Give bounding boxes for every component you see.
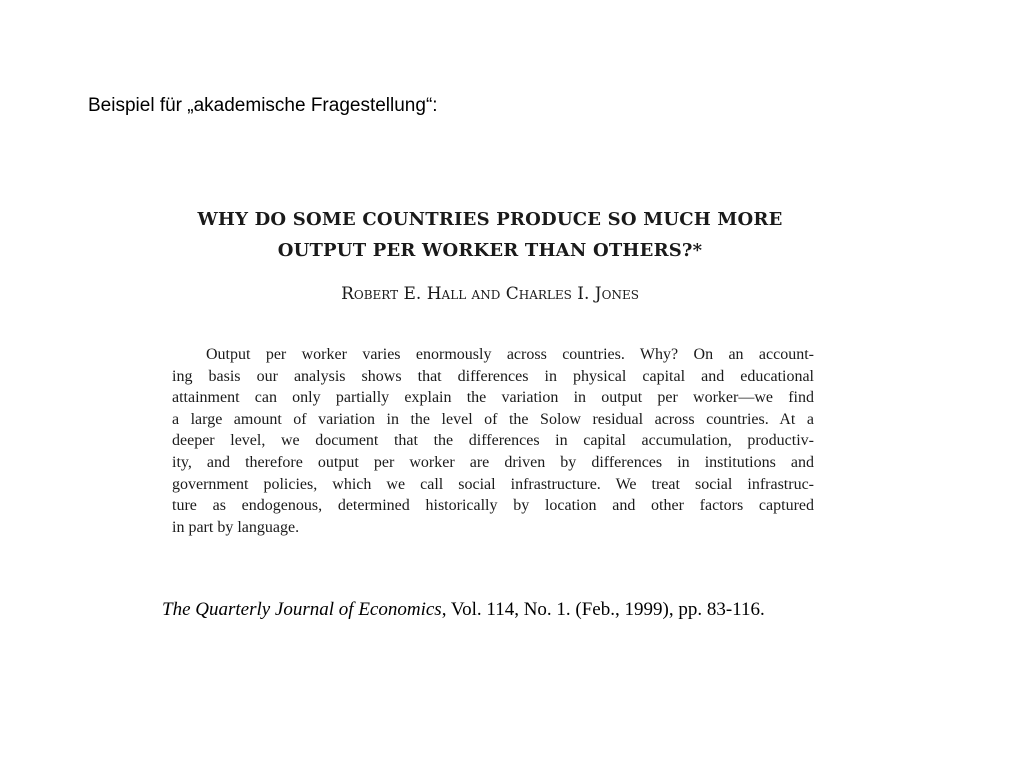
paper-header xyxy=(160,204,820,305)
paper-title xyxy=(160,204,820,266)
abstract-line-7: government policies, which we call social infrastructure. We treat social infrastruc- xyxy=(172,475,814,493)
abstract-line-2: ing basis our analysis shows that differences in physical capital and educational xyxy=(172,367,814,385)
abstract-line-8: ture as endogenous, determined historically by location and other factors captured xyxy=(172,497,814,515)
paper-authors: Robert E. Hall and Charles I. Jones xyxy=(341,284,639,304)
paper-abstract xyxy=(172,344,814,538)
abstract-line-9: in part by language. xyxy=(172,518,300,536)
abstract-line-1: Output per worker varies enormously across countries. Why? On an account- xyxy=(206,346,814,363)
abstract-line-3: attainment can only partially explain the variation in output per worker—we find xyxy=(172,389,814,407)
slide-heading: Beispiel für „akademische Fragestellung“: xyxy=(88,95,438,116)
citation-details: , Vol. 114, No. 1. (Feb., 1999), pp. 83-116. xyxy=(441,599,765,620)
abstract-line-6: ity, and therefore output per worker are driven by differences in institutions and xyxy=(172,453,814,471)
paper-title-line-2: OUTPUT PER WORKER THAN OTHERS?* xyxy=(277,240,703,261)
citation xyxy=(162,598,765,622)
abstract-line-5: deeper level, we document that the differences in capital accumulation, productiv- xyxy=(172,432,814,450)
paper-title-line-1: WHY DO SOME COUNTRIES PRODUCE SO MUCH MORE xyxy=(197,209,783,230)
abstract-line-4: a large amount of variation in the level of the Solow residual across countries. At a xyxy=(172,410,814,428)
citation-journal: The Quarterly Journal of Economics xyxy=(162,599,442,620)
